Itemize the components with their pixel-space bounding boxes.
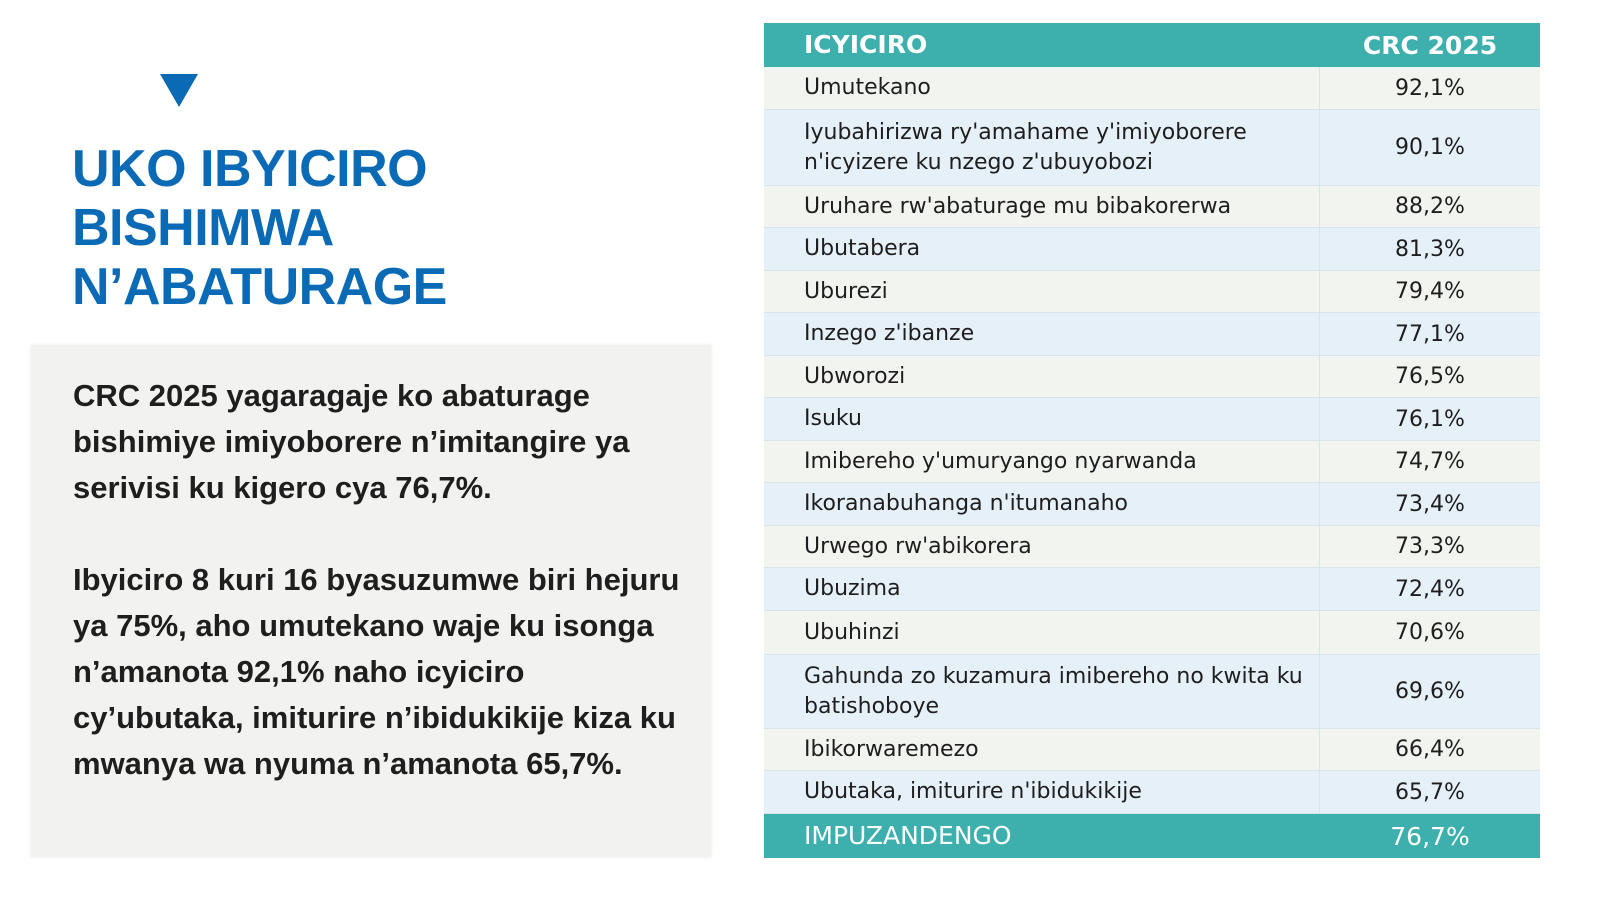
sector-name: Ubutabera (764, 228, 1320, 270)
table-row (764, 67, 1540, 110)
table-header (764, 23, 1540, 67)
sector-score: 65,7% (1395, 779, 1465, 805)
sector-score: 88,2% (1395, 194, 1465, 219)
table-row (764, 568, 1540, 611)
sector-score: 69,6% (1395, 679, 1465, 704)
sector-name: Gahunda zo kuzamura imibereho no kwita ku batishoboye (764, 655, 1320, 728)
average-value: 76,7% (1390, 821, 1470, 851)
sector-name: Ubuzima (764, 568, 1320, 610)
sector-score: 92,1% (1395, 75, 1465, 101)
sector-name: Urwego rw'abikorera (764, 526, 1320, 567)
table-row (764, 771, 1540, 814)
satisfaction-table (764, 23, 1540, 858)
title-line: UKO IBYICIRO (72, 140, 428, 198)
table-row (764, 526, 1540, 568)
sector-name: Inzego z'ibanze (764, 313, 1320, 355)
table-row (764, 611, 1540, 655)
sector-name: Uburezi (764, 271, 1320, 312)
sector-name: Umutekano (764, 67, 1320, 109)
sector-score: 77,1% (1395, 321, 1465, 347)
table-body (764, 67, 1540, 814)
sector-score: 81,3% (1395, 236, 1465, 262)
sector-score: 70,6% (1395, 620, 1465, 645)
sector-score: 66,4% (1395, 737, 1465, 762)
table-row (764, 356, 1540, 398)
table-footer-average (764, 814, 1540, 858)
table-row (764, 186, 1540, 228)
table-row (764, 655, 1540, 729)
table-row (764, 398, 1540, 441)
table-row (764, 228, 1540, 271)
table-row (764, 271, 1540, 313)
sector-name: Ubworozi (764, 356, 1320, 397)
sector-name: Isuku (764, 398, 1320, 440)
sector-name: Ikoranabuhanga n'itumanaho (764, 483, 1320, 525)
sector-score: 73,3% (1395, 534, 1465, 559)
table-row (764, 441, 1540, 483)
sector-name: Imibereho y'umuryango nyarwanda (764, 441, 1320, 482)
sector-score: 76,1% (1395, 406, 1465, 432)
sector-name: Iyubahirizwa ry'amahame y'imiyoborere n'icyizere ku nzego z'ubuyobozi (764, 110, 1320, 185)
sector-score: 90,1% (1395, 135, 1465, 160)
average-label: IMPUZANDENGO (804, 821, 1012, 850)
column-header-crc-2025: CRC 2025 (1362, 30, 1498, 60)
title-line: BISHIMWA (72, 199, 334, 257)
sector-name: Ubuhinzi (764, 611, 1320, 654)
sector-score: 76,5% (1395, 364, 1465, 389)
sector-score: 72,4% (1395, 576, 1465, 602)
table-row (764, 729, 1540, 771)
table-row (764, 483, 1540, 526)
table-row (764, 313, 1540, 356)
summary-paragraph: Ibyiciro 8 kuri 16 byasuzumwe biri hejuru ya 75%, aho umutekano waje ku isonga n’amanota 92,1% naho icyiciro cy’ubutaka, imiturire n’ibidukikije kiza ku mwanya wa nyuma n’amanota 65,7%. (73, 562, 680, 781)
table-row (764, 110, 1540, 186)
sector-name: Uruhare rw'abaturage mu bibakorerwa (764, 186, 1320, 227)
sector-name: Ubutaka, imiturire n'ibidukikije (764, 771, 1320, 813)
page-title (72, 140, 447, 317)
title-line: N’ABATURAGE (72, 258, 447, 316)
sector-score: 79,4% (1395, 279, 1465, 304)
sector-score: 73,4% (1395, 491, 1465, 517)
summary-paragraph: CRC 2025 yagaragaje ko abaturage bishimiye imiyoborere n’imitangire ya serivisi ku kigero cya 76,7%. (73, 378, 630, 505)
sector-score: 74,7% (1395, 449, 1465, 474)
down-triangle-icon (160, 74, 198, 107)
sector-name: Ibikorwaremezo (764, 729, 1320, 770)
column-header-sector: ICYICIRO (804, 30, 928, 59)
summary-card (31, 345, 711, 857)
